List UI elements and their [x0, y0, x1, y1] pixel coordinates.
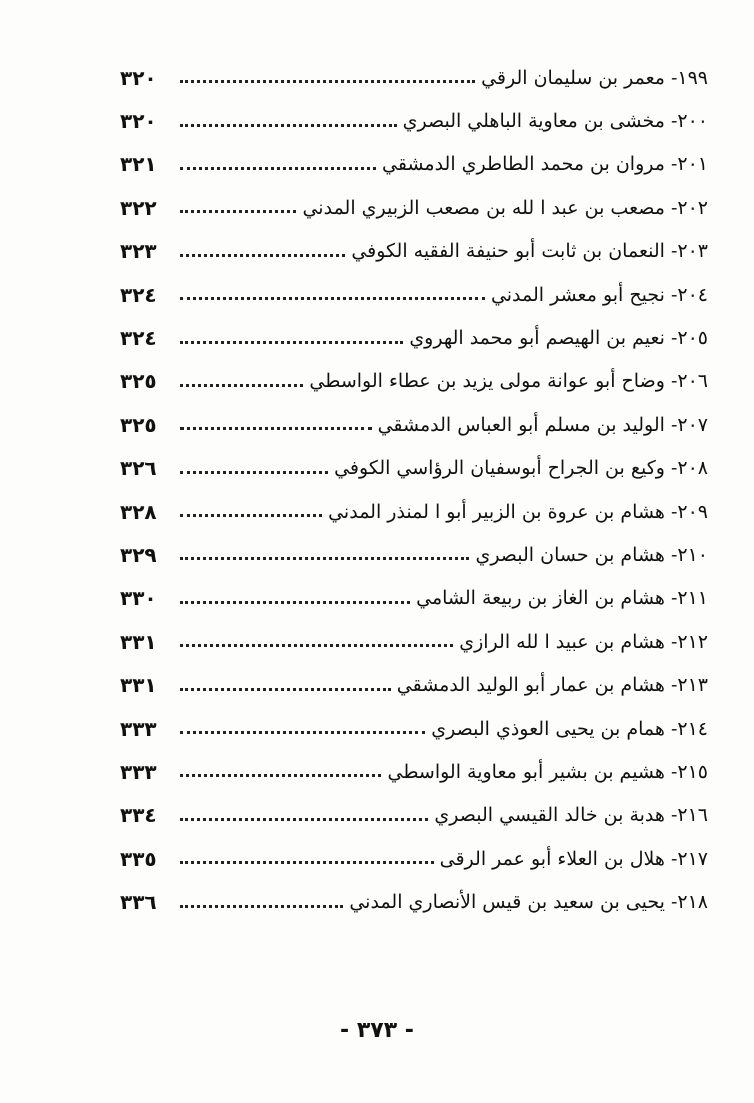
dot-leader: [180, 210, 296, 213]
toc-entry-title: ٢١٦- هدبة بن خالد القيسي البصري: [434, 804, 708, 827]
toc-entry: [120, 56, 708, 99]
dot-leader: [180, 341, 403, 344]
dot-leader: [180, 471, 328, 474]
toc-page-number: ٣٢٠: [120, 109, 157, 134]
dot-leader: [180, 861, 434, 864]
toc-entry: [120, 620, 708, 663]
dot-leader: [180, 905, 343, 908]
toc-page-number: ٣٢١: [120, 152, 157, 177]
dot-leader: [180, 167, 376, 170]
toc-page-number: ٣٢٢: [120, 195, 157, 220]
toc-entry: [120, 880, 708, 923]
dot-leader: [180, 384, 303, 387]
toc-entry: [120, 577, 708, 620]
toc-entry-title: ٢٠٤- نجيح أبو معشر المدني: [490, 283, 708, 306]
toc-entry: [120, 273, 708, 316]
dot-leader: [180, 297, 485, 300]
toc-entry: [120, 403, 708, 446]
toc-entry-title: ٢٠٣- النعمان بن ثابت أبو حنيفة الفقيه الكوفي: [351, 240, 708, 263]
toc-entry-title: ٢١٣- هشام بن عمار أبو الوليد الدمشقي: [396, 674, 708, 697]
dot-leader: [180, 601, 410, 604]
toc-entry-title: ٢٠١- مروان بن محمد الطاطري الدمشقي: [382, 153, 708, 176]
toc-entry-title: ٢١٢- هشام بن عبيد ا لله الرازي: [459, 630, 708, 653]
page-number-footer: - ٣٧٣ -: [340, 1018, 414, 1043]
toc-page-number: ٣٢٠: [120, 65, 157, 90]
toc-entry-title: ٢٠٦- وضاح أبو عوانة مولى يزيد بن عطاء الواسطي: [309, 370, 708, 393]
toc-entry: [120, 663, 708, 706]
toc-page-number: ٣٢٤: [120, 326, 157, 351]
toc-entry-title: ٢٠٩- هشام بن عروة بن الزبير أبو ا لمنذر المدني: [328, 500, 708, 523]
toc-entry: [120, 143, 708, 186]
toc-entry-title: ٢١٤- همام بن يحيى العوذي البصري: [431, 717, 708, 740]
toc-page-number: ٣٣٣: [120, 716, 157, 741]
toc-entry-title: ٢٠٧- الوليد بن مسلم أبو العباس الدمشقي: [377, 413, 708, 436]
toc-entry: [120, 533, 708, 576]
dot-leader: [180, 427, 372, 430]
dot-leader: [180, 514, 322, 517]
toc-page-number: ٣٢٩: [120, 542, 157, 567]
toc-page-number: ٣٣١: [120, 673, 157, 698]
toc-entry-title: ٢٠٠- مخشى بن معاوية الباهلي البصري: [402, 110, 708, 133]
dot-leader: [180, 254, 345, 257]
toc-entry-title: ٢١٥- هشيم بن بشير أبو معاوية الواسطي: [387, 760, 708, 783]
dot-leader: [180, 557, 469, 560]
dot-leader: [180, 818, 428, 821]
toc-page-number: ٣٣٠: [120, 586, 157, 611]
toc-entry-title: ٢٠٢- مصعب بن عبد ا لله بن مصعب الزبيري المدني: [302, 196, 708, 219]
toc-entry-title: ٢١٠- هشام بن حسان البصري: [475, 543, 708, 566]
toc-page-number: ٣٣٣: [120, 759, 157, 784]
dot-leader: [180, 124, 397, 127]
toc-entry: [120, 99, 708, 142]
toc-entry-title: ١٩٩- معمر بن سليمان الرقي: [481, 66, 708, 89]
dot-leader: [180, 731, 425, 734]
toc-page-number: ٣٢٥: [120, 412, 157, 437]
dot-leader: [180, 80, 475, 83]
toc-page-number: ٣٣١: [120, 629, 157, 654]
toc-entry-title: ٢١١- هشام بن الغاز بن ربيعة الشامي: [416, 587, 708, 610]
toc-page-number: ٣٢٤: [120, 282, 157, 307]
toc-entry: [120, 360, 708, 403]
toc-entry: [120, 186, 708, 229]
toc-entry: [120, 750, 708, 793]
toc-entry: [120, 230, 708, 273]
toc-entry: [120, 837, 708, 880]
toc-entry: [120, 794, 708, 837]
toc-entry: [120, 707, 708, 750]
table-of-contents: [120, 56, 708, 924]
dot-leader: [180, 688, 391, 691]
toc-page-number: ٣٣٤: [120, 803, 157, 828]
toc-page-number: ٣٣٥: [120, 846, 157, 871]
toc-entry-title: ٢١٨- يحيى بن سعيد بن قيس الأنصاري المدني: [349, 891, 708, 914]
toc-page-number: ٣٢٥: [120, 369, 157, 394]
toc-entry: [120, 447, 708, 490]
toc-entry-title: ٢١٧- هلال بن العلاء أبو عمر الرقى: [439, 847, 708, 870]
toc-entry: [120, 316, 708, 359]
dot-leader: [180, 644, 453, 647]
toc-entry-title: ٢٠٥- نعيم بن الهيصم أبو محمد الهروي: [409, 327, 708, 350]
toc-entry-title: ٢٠٨- وكيع بن الجراح أبوسفيان الرؤاسي الكوفي: [334, 457, 708, 480]
toc-page-number: ٣٢٨: [120, 499, 157, 524]
toc-page-number: ٣٣٦: [120, 890, 157, 915]
dot-leader: [180, 774, 381, 777]
toc-page-number: ٣٢٦: [120, 456, 157, 481]
toc-entry: [120, 490, 708, 533]
toc-page-number: ٣٢٣: [120, 239, 157, 264]
